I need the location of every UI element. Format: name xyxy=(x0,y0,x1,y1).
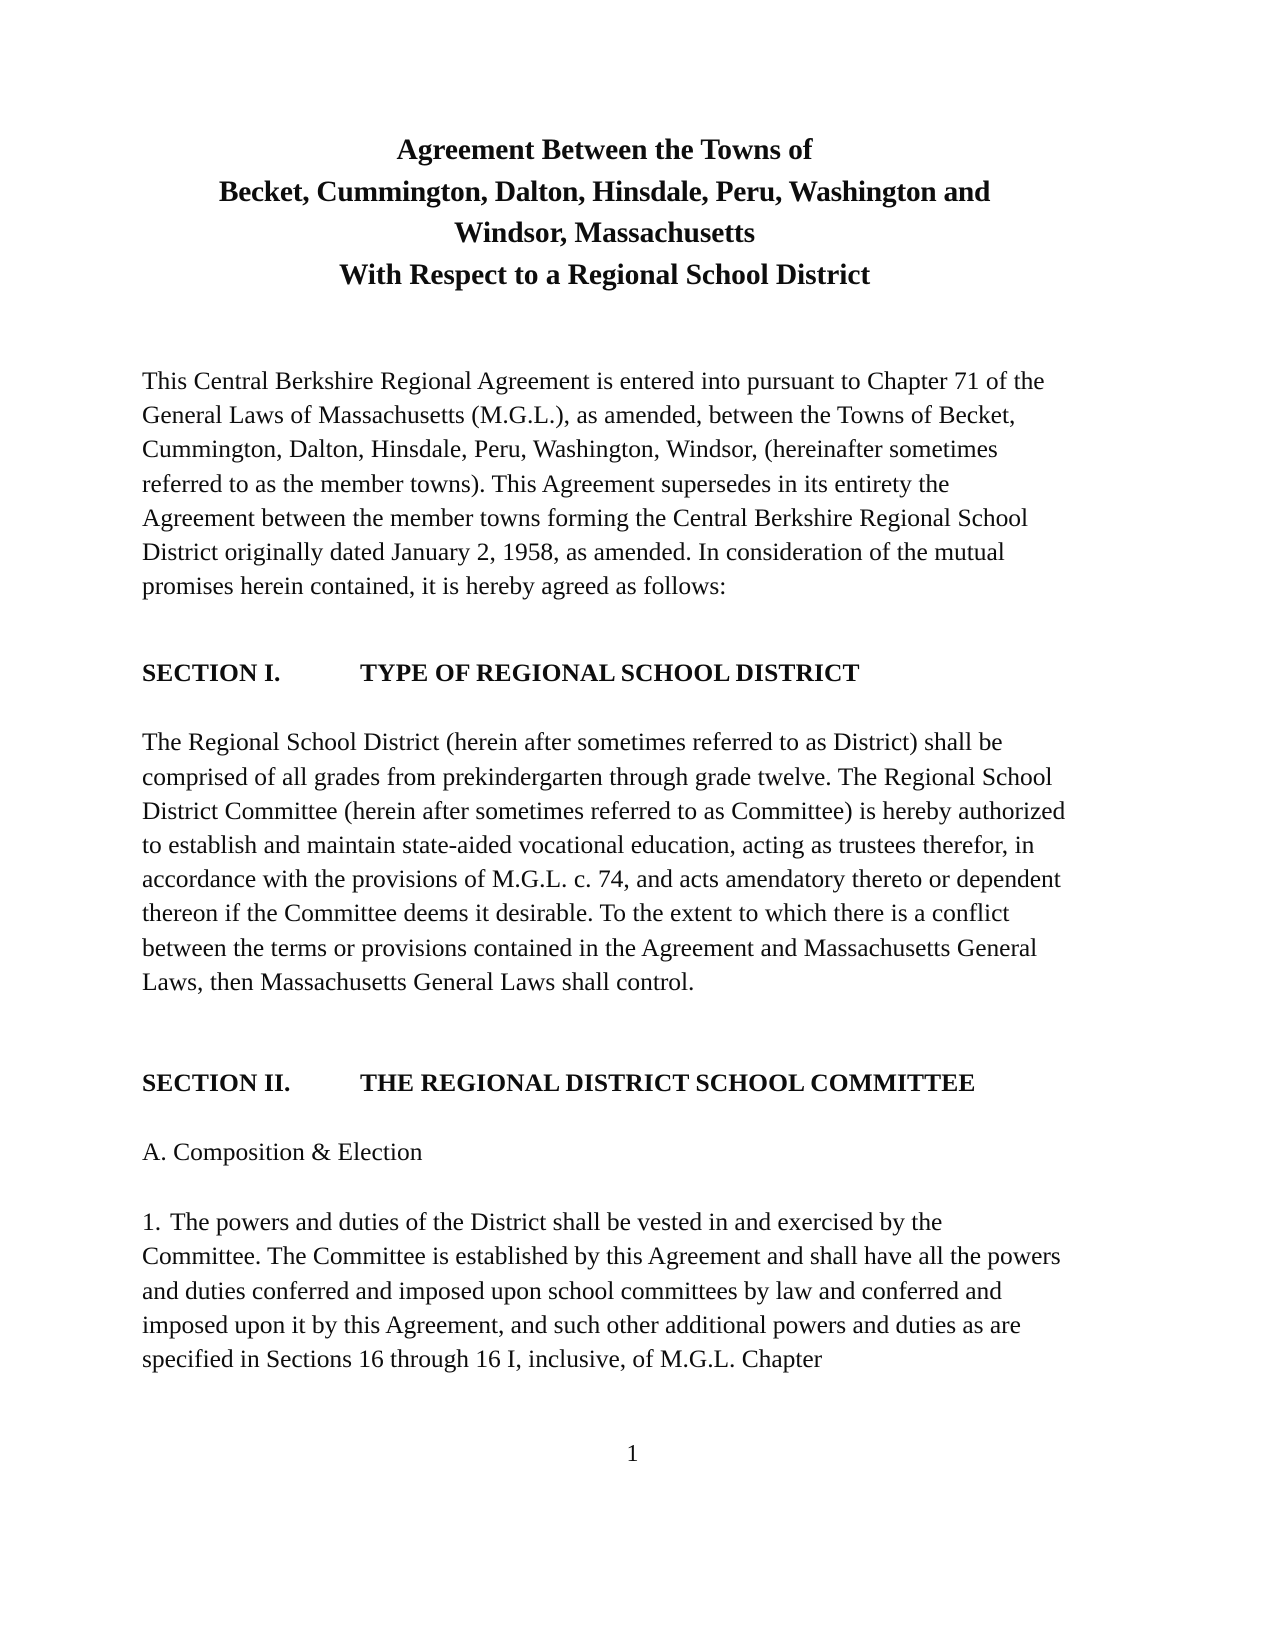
title-line-1: Agreement Between the Towns of xyxy=(396,134,813,166)
section-ii-item-1 xyxy=(142,1205,1067,1376)
page-title xyxy=(142,130,1067,296)
section-ii-number: SECTION II. xyxy=(142,1068,291,1098)
section-ii-subheading-a: A. Composition & Election xyxy=(142,1137,423,1167)
section-i-heading-body-spacer xyxy=(142,689,1067,725)
section-i-section-ii-spacer xyxy=(142,999,1067,1067)
section-i-title: TYPE OF REGIONAL SCHOOL DISTRICT xyxy=(360,658,860,688)
page-number: 1 xyxy=(626,1441,639,1467)
section-i-number: SECTION I. xyxy=(142,658,281,688)
section-i-body: The Regional School District (herein after sometimes referred to as District) shall be comprised of all grades from prekindergarten through grade twelve. The Regional School District Committee (herein after sometimes referred to as Committee) is hereby authorized to establish and maintain state-aided vocational education, acting as trustees therefor, in accordance with the provisions of M.G.L. c. 74, and acts amendatory thereto or dependent thereon if the Committee deems it desirable. To the extent to which there is a conflict between the terms or provisions contained in the Agreement and Massachusetts General Laws, then Massachusetts General Laws shall control. xyxy=(142,727,1066,996)
section-ii-item-1-text: The powers and duties of the District shall be vested in and exercised by the Committee. The Committee is established by this Agreement and shall have all the powers and duties conferred and imposed upon school committees by law and conferred and imposed upon it by this Agreement, and such other additional powers and duties as are specified in Sections 16 through 16 I, inclusive, of M.G.L. Chapter xyxy=(142,1207,1061,1374)
subheading-item-spacer xyxy=(142,1169,1067,1205)
title-line-3: Windsor, Massachusetts xyxy=(453,217,756,249)
section-i-heading xyxy=(142,657,1067,689)
section-ii-heading xyxy=(142,1067,1067,1099)
page-content xyxy=(142,130,1067,1376)
section-ii-heading-sub-spacer xyxy=(142,1099,1067,1135)
section-ii-item-1-number: 1. xyxy=(142,1207,162,1237)
title-line-4: With Respect to a Regional School District xyxy=(338,258,871,291)
title-line-2: Becket, Cummington, Dalton, Hinsdale, Peru, Washington and xyxy=(218,175,991,208)
title-body-spacer xyxy=(142,296,1067,364)
section-ii-title: THE REGIONAL DISTRICT SCHOOL COMMITTEE xyxy=(360,1068,976,1098)
intro-section1-spacer xyxy=(142,603,1067,657)
intro-paragraph: This Central Berkshire Regional Agreement is entered into pursuant to Chapter 71 of the General Laws of Massachusetts (M.G.L.), as amended, between the Towns of Becket, Cummington, Dalton, Hinsdale, Peru, Washington, Windsor, (hereinafter sometimes referred to as the member towns). This Agreement supersedes in its entirety the Agreement between the member towns forming the Central Berkshire Regional School District originally dated January 2, 1958, as amended. In consideration of the mutual promises herein contained, it is hereby agreed as follows: xyxy=(142,366,1045,601)
